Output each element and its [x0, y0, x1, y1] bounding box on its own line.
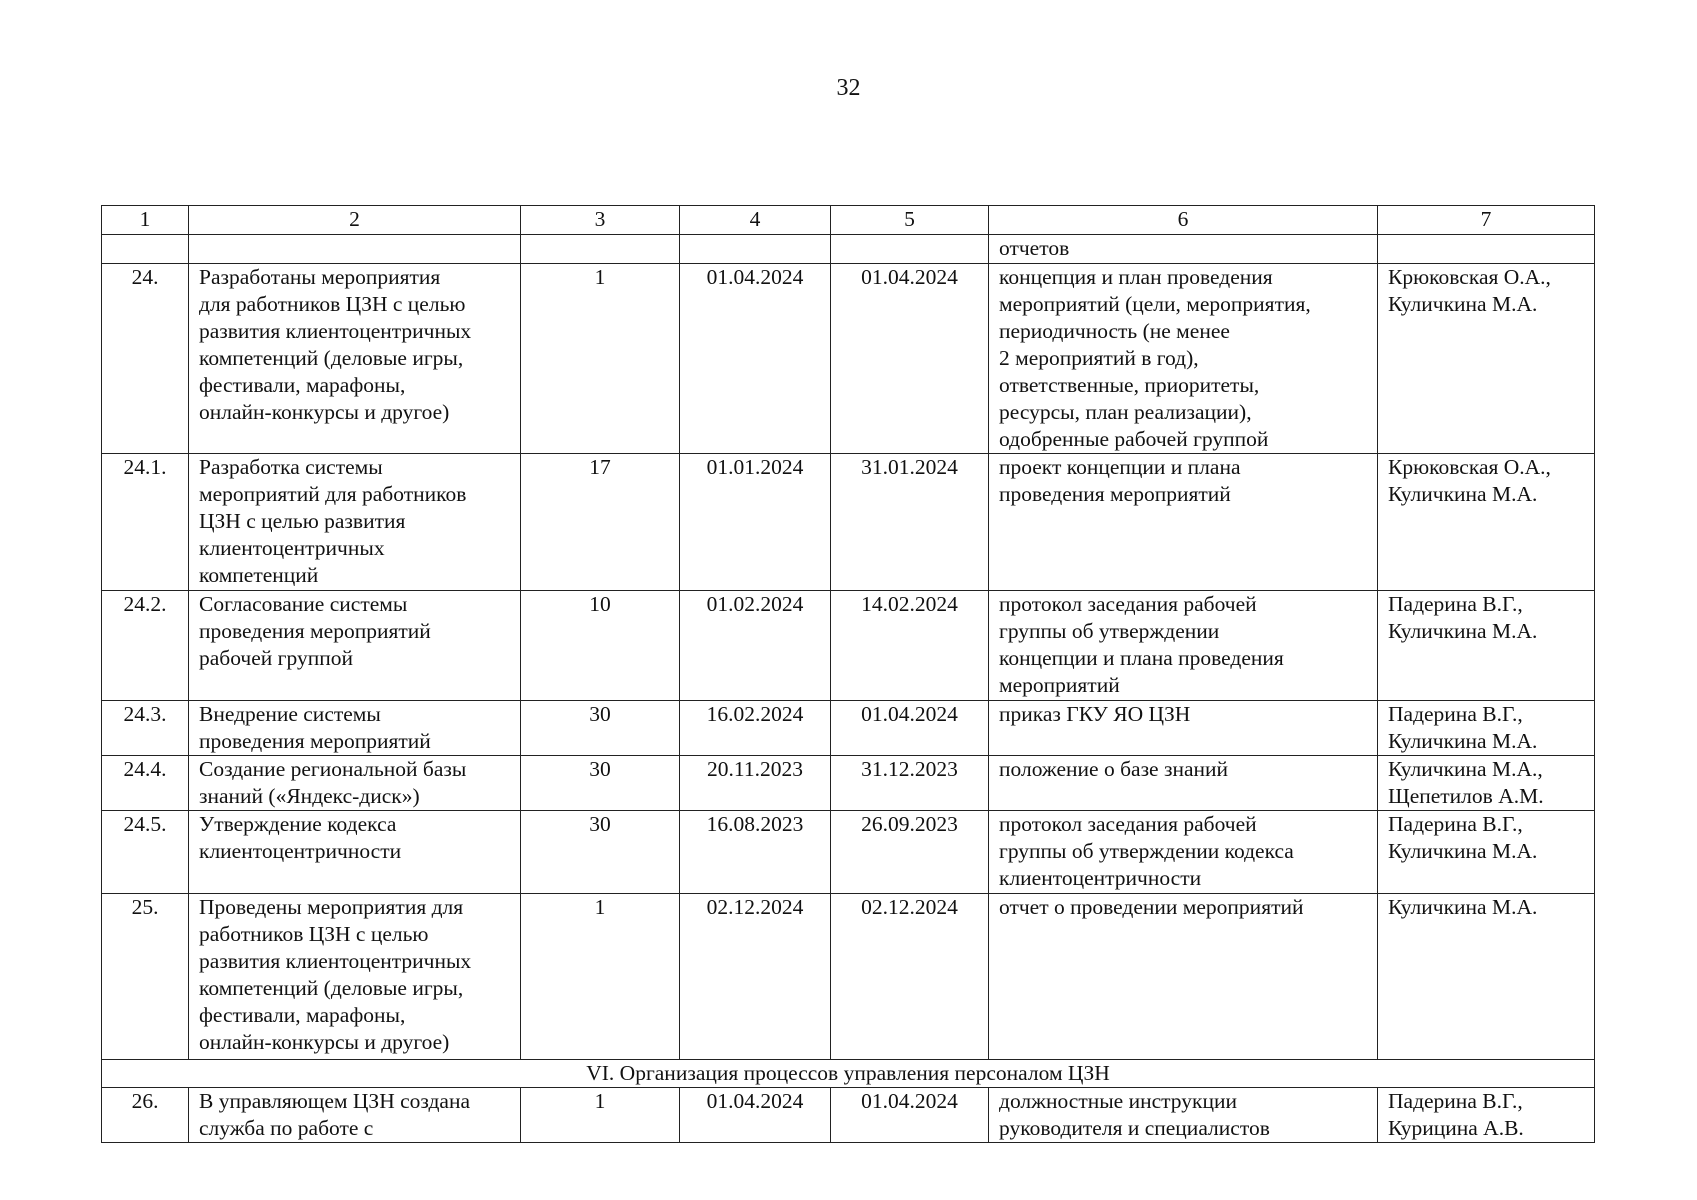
plan-table — [101, 205, 1595, 1143]
start-date-cell: 01.02.2024 — [680, 591, 831, 701]
responsible-cell — [1378, 235, 1595, 264]
result-cell: должностные инструкции руководителя и специалистов — [989, 1088, 1378, 1143]
row-number: 24.4. — [102, 756, 189, 811]
task-cell: Разработаны мероприятия для работников ЦЗН с целью развития клиентоцентричных компетенций (деловые игры, фестивали, марафоны, онлайн-конкурсы и другое) — [189, 264, 521, 454]
table-row — [102, 1088, 1595, 1143]
result-cell: отчетов — [989, 235, 1378, 264]
column-header: 6 — [989, 206, 1378, 235]
task-cell: Разработка системы мероприятий для работников ЦЗН с целью развития клиентоцентричных компетенций — [189, 454, 521, 591]
duration-cell: 30 — [521, 756, 680, 811]
end-date-cell: 02.12.2024 — [831, 894, 989, 1060]
responsible-cell: Куличкина М.А., Щепетилов А.М. — [1378, 756, 1595, 811]
table-row — [102, 756, 1595, 811]
column-header: 5 — [831, 206, 989, 235]
result-cell: отчет о проведении мероприятий — [989, 894, 1378, 1060]
result-cell: проект концепции и плана проведения мероприятий — [989, 454, 1378, 591]
responsible-cell: Крюковская О.А., Куличкина М.А. — [1378, 264, 1595, 454]
task-cell: Внедрение системы проведения мероприятий — [189, 701, 521, 756]
start-date-cell: 20.11.2023 — [680, 756, 831, 811]
start-date-cell: 16.02.2024 — [680, 701, 831, 756]
result-cell: протокол заседания рабочей группы об утверждении кодекса клиентоцентричности — [989, 811, 1378, 894]
responsible-cell: Падерина В.Г., Куличкина М.А. — [1378, 701, 1595, 756]
end-date-cell: 01.04.2024 — [831, 264, 989, 454]
row-number: 24. — [102, 264, 189, 454]
row-number — [102, 235, 189, 264]
table-row — [102, 811, 1595, 894]
duration-cell: 17 — [521, 454, 680, 591]
task-cell: Создание региональной базы знаний («Яндекс-диск») — [189, 756, 521, 811]
section-header-row — [102, 1060, 1595, 1088]
result-cell: концепция и план проведения мероприятий (цели, мероприятия, периодичность (не менее 2 мероприятий в год), ответственные, приоритеты, ресурсы, план реализации), одобренные рабочей группой — [989, 264, 1378, 454]
task-cell: Согласование системы проведения мероприятий рабочей группой — [189, 591, 521, 701]
result-cell: протокол заседания рабочей группы об утверждении концепции и плана проведения мероприятий — [989, 591, 1378, 701]
table-row — [102, 591, 1595, 701]
column-header: 4 — [680, 206, 831, 235]
end-date-cell: 01.04.2024 — [831, 1088, 989, 1143]
table-header-row — [102, 206, 1595, 235]
result-cell: положение о базе знаний — [989, 756, 1378, 811]
responsible-cell: Падерина В.Г., Куличкина М.А. — [1378, 811, 1595, 894]
table-row — [102, 894, 1595, 1060]
task-cell: В управляющем ЦЗН создана служба по работе с — [189, 1088, 521, 1143]
start-date-cell: 02.12.2024 — [680, 894, 831, 1060]
end-date-cell: 01.04.2024 — [831, 701, 989, 756]
row-number: 24.2. — [102, 591, 189, 701]
row-number: 26. — [102, 1088, 189, 1143]
page-number: 32 — [836, 75, 861, 101]
table-row — [102, 235, 1595, 264]
column-header: 2 — [189, 206, 521, 235]
row-number: 24.5. — [102, 811, 189, 894]
end-date-cell: 31.01.2024 — [831, 454, 989, 591]
end-date-cell: 31.12.2023 — [831, 756, 989, 811]
duration-cell: 1 — [521, 1088, 680, 1143]
table-row — [102, 264, 1595, 454]
section-title: VI. Организация процессов управления персоналом ЦЗН — [102, 1060, 1595, 1088]
duration-cell: 1 — [521, 894, 680, 1060]
duration-cell: 30 — [521, 701, 680, 756]
duration-cell: 30 — [521, 811, 680, 894]
column-header: 1 — [102, 206, 189, 235]
responsible-cell: Падерина В.Г., Курицина А.В. — [1378, 1088, 1595, 1143]
responsible-cell: Куличкина М.А. — [1378, 894, 1595, 1060]
responsible-cell: Крюковская О.А., Куличкина М.А. — [1378, 454, 1595, 591]
duration-cell: 10 — [521, 591, 680, 701]
start-date-cell: 16.08.2023 — [680, 811, 831, 894]
end-date-cell — [831, 235, 989, 264]
table-row — [102, 454, 1595, 591]
row-number: 25. — [102, 894, 189, 1060]
task-cell: Утверждение кодекса клиентоцентричности — [189, 811, 521, 894]
start-date-cell: 01.04.2024 — [680, 1088, 831, 1143]
column-header: 7 — [1378, 206, 1595, 235]
end-date-cell: 26.09.2023 — [831, 811, 989, 894]
end-date-cell: 14.02.2024 — [831, 591, 989, 701]
duration-cell — [521, 235, 680, 264]
row-number: 24.1. — [102, 454, 189, 591]
start-date-cell: 01.04.2024 — [680, 264, 831, 454]
start-date-cell — [680, 235, 831, 264]
start-date-cell: 01.01.2024 — [680, 454, 831, 591]
table-row — [102, 701, 1595, 756]
task-cell — [189, 235, 521, 264]
result-cell: приказ ГКУ ЯО ЦЗН — [989, 701, 1378, 756]
column-header: 3 — [521, 206, 680, 235]
duration-cell: 1 — [521, 264, 680, 454]
responsible-cell: Падерина В.Г., Куличкина М.А. — [1378, 591, 1595, 701]
task-cell: Проведены мероприятия для работников ЦЗН с целью развития клиентоцентричных компетенций (деловые игры, фестивали, марафоны, онлайн-конкурсы и другое) — [189, 894, 521, 1060]
row-number: 24.3. — [102, 701, 189, 756]
